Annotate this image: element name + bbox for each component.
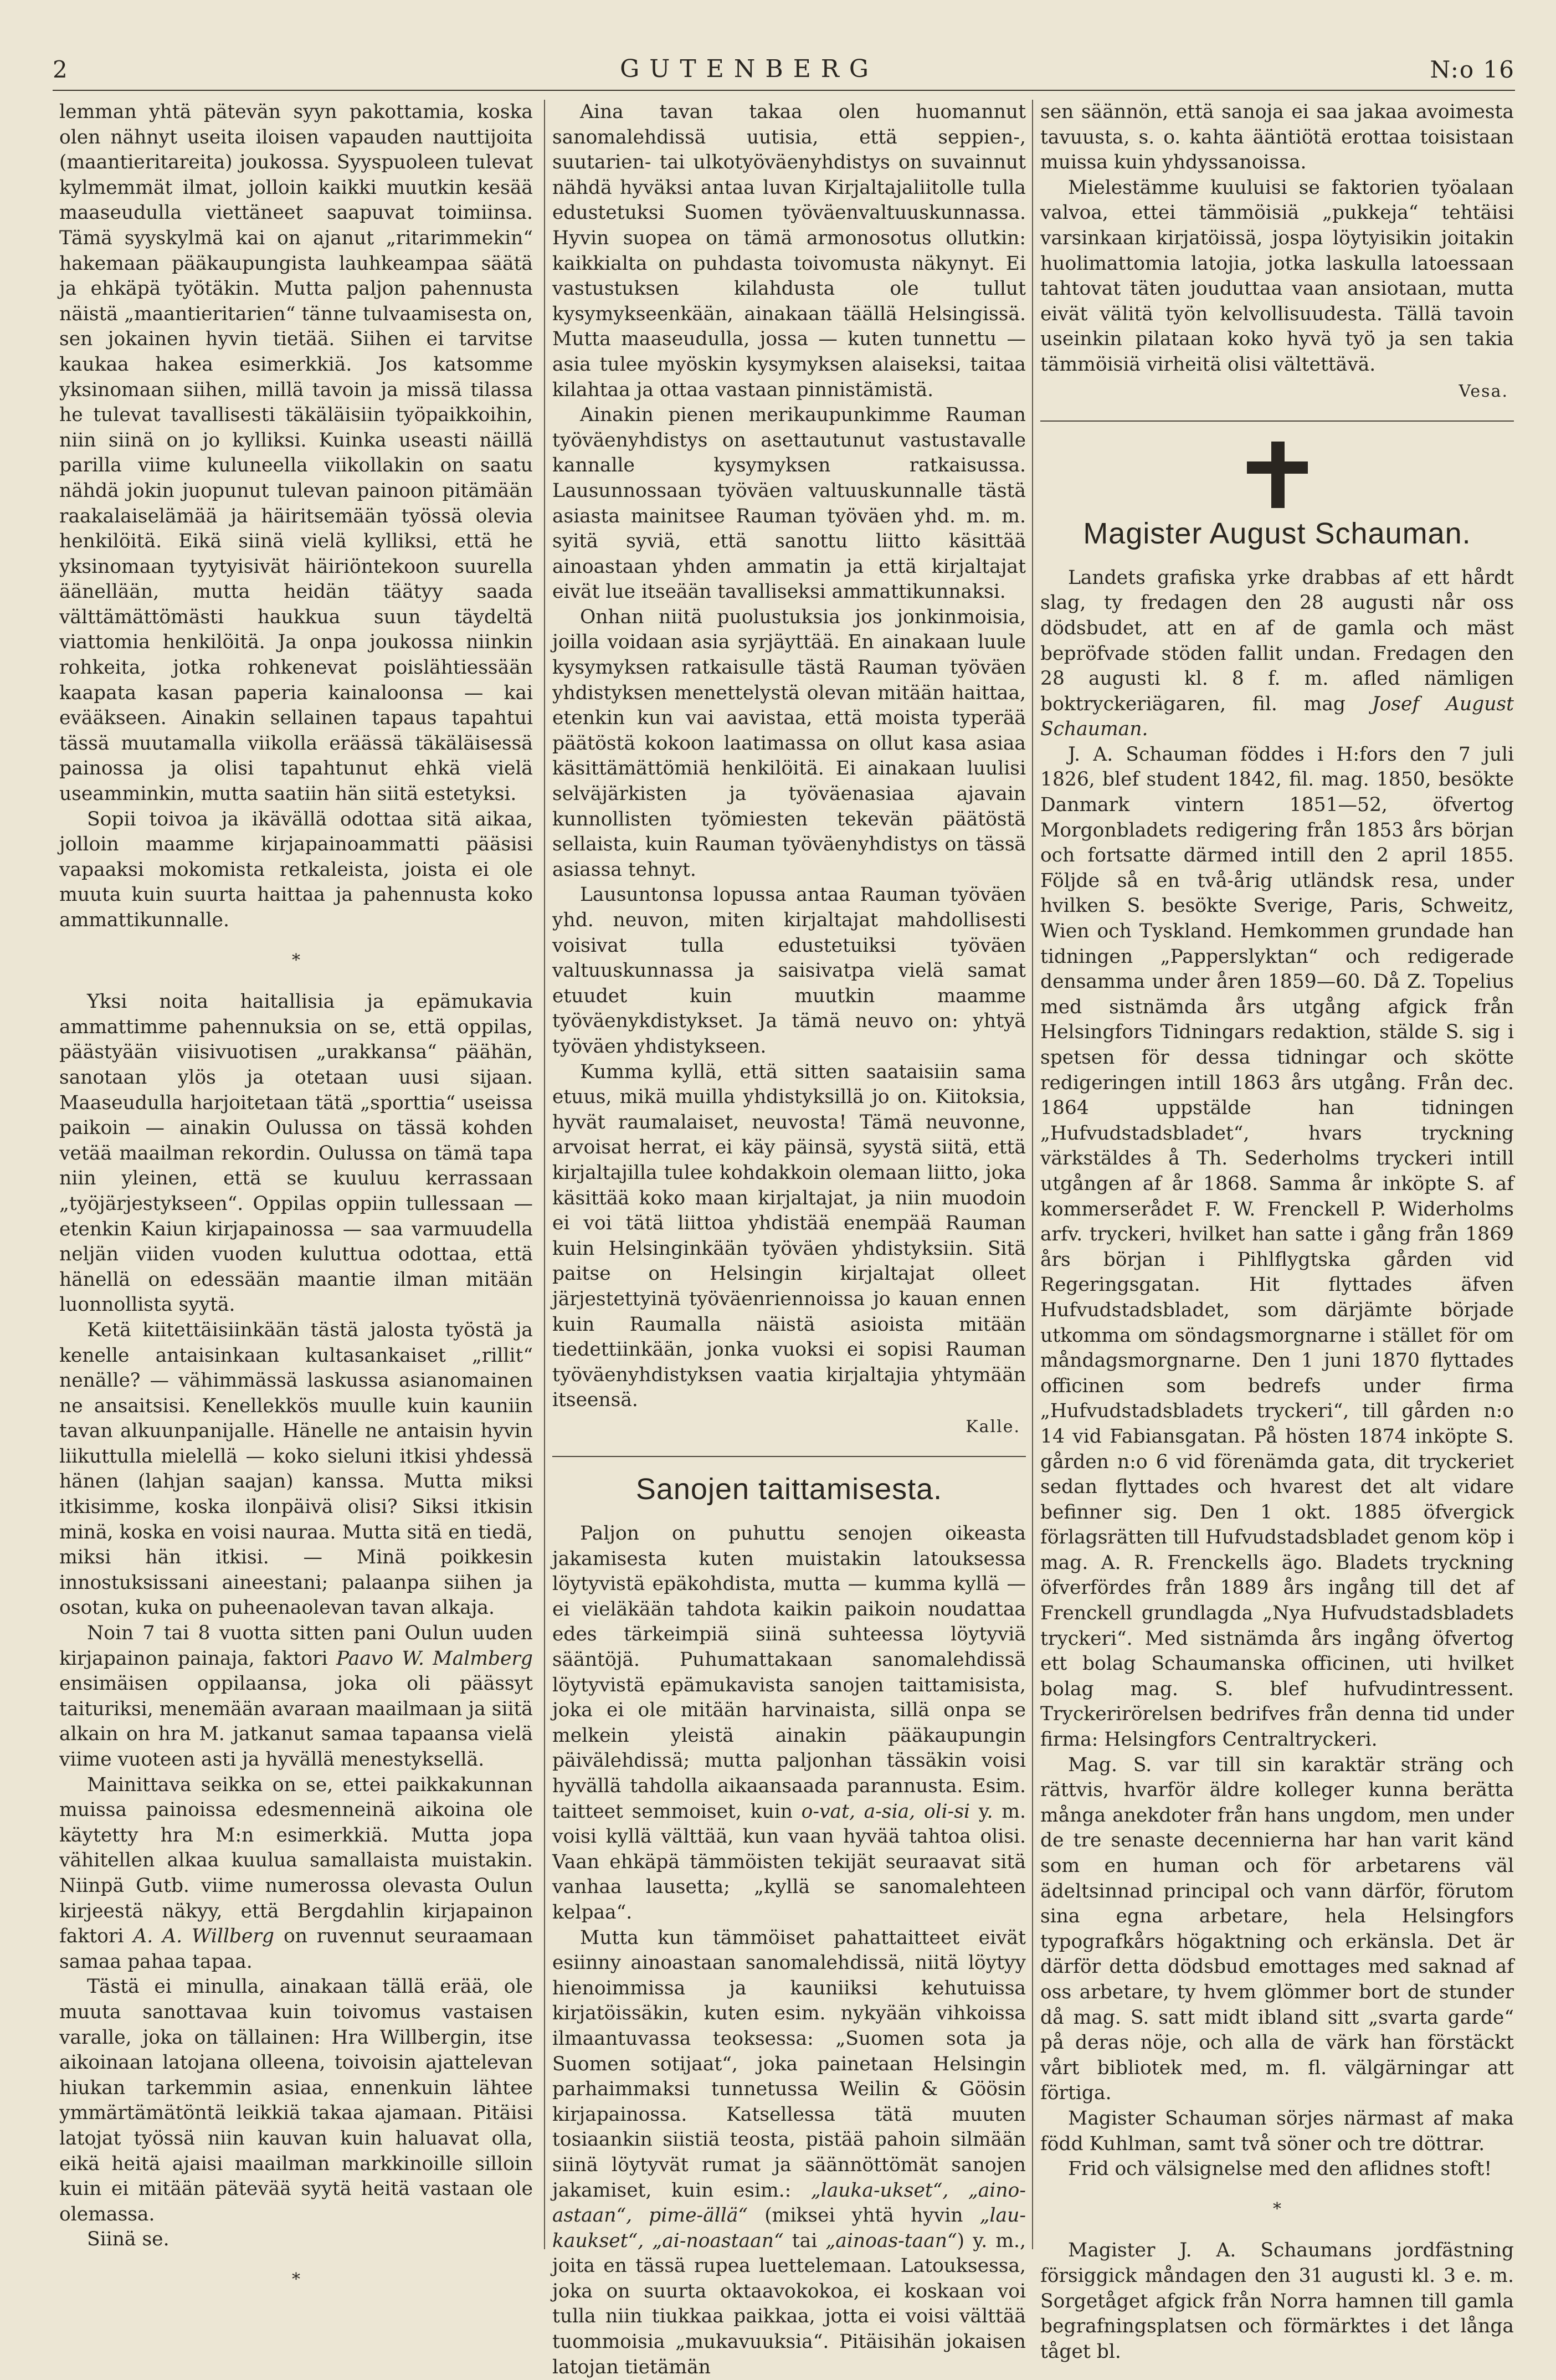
- column-2: [552, 100, 1026, 2380]
- obituary-heading: Magister August Schauman.: [1083, 517, 1471, 551]
- text-run: Mainittava seikka on se, ettei paikkakunnan muissa painoissa edesmenneinä aikoina ole käytetty hra M:n esimerkkiä. Mutta jopa vähitellen alkaa kuulua samallaista muistakin. Niinpä Gutb. viime numerossa olevasta Oulun kirjeestä näkyy, että Bergdahlin kirjapainon faktori: [59, 1773, 533, 1948]
- person-name: Josef August Schauman.: [1040, 693, 1514, 741]
- section-separator: *: [292, 2269, 300, 2289]
- example-words: „ainoas-taan“: [825, 2229, 957, 2252]
- newspaper-title: GUTENBERG: [620, 55, 879, 83]
- paragraph: [59, 1773, 533, 1975]
- paragraph: Magister Schauman sörjes närmast af maka född Kuhlman, samt två söner och tre döttrar.: [1040, 2107, 1514, 2155]
- person-name: A. A. Willberg: [133, 1925, 275, 1948]
- section-separator: *: [292, 950, 300, 970]
- article-divider: [552, 1456, 1026, 1457]
- text-run: Noin 7 tai 8 vuotta sitten pani Oulun uuden kirjapainon painaja, faktori: [59, 1622, 533, 1670]
- text-run: y. m. voisi kyllä välttää, kun vaan hyvää tahtoa olisi. Vaan ehkäpä tämmöisten tekijät seuraavat sitä vanhaa lausetta; „kyllä se sanomalehteen kelpaa“.: [552, 1800, 1026, 1924]
- paragraph: [552, 1926, 1026, 2380]
- paragraph: J. A. Schauman föddes i H:fors den 7 juli 1826, blef student 1842, fil. mag. 1850, besökte Danmark vintern 1851—52, öfvertog Morgonbladets redigering från 1853 års början och fortsatte därmed intill den 2 april 1855. Följde så en två-årig utländsk resa, under hvilken S. besökte Sverige, Paris, Schweitz, Wien och Tyskland. Hemkommen grundade han tidningen „Papperslyktan“ och redigerade densamma under åren 1859—60. Då Z. Topelius med sistnämda års utgång afgick från Helsingfors Tidningars redaktion, stälde S. sig i spetsen för dessa tidningar och skötte redigeringen intill 1863 års utgång. Från dec. 1864 uppstälde han tidningen „Hufvudstadsbladet“, hvars tryckning värkstäldes å Th. Sederholms tryckeri intill utgången af år 1868. Samma år inköpte S. af kommerserådet F. W. Frenckell P. Widerholms arfv. tryckeri, hvilket han satte i gång från 1869 års början i Pihlflygtska gården vid Regeringsgatan. Hit flyttades äfven Hufvudstadsbladet, som därjämte började utkomma om söndagsmorgnarne i stället för om måndagsmorgnarne. Den 1 juni 1870 flyttades officinen som bedrefs under firma „Hufvudstadsbladets tryckeri“, till gården n:o 14 vid Fabiansgatan. På hösten 1874 inköpte S. gården n:o 6 vid förenämda gata, dit tryckeriet sedan flyttades och hvarest det alt vidare befinner sig. Den 1 okt. 1885 öfvergick förlagsrätten till Hufvudstadsbladet genom köp i mag. A. R. Frenckells ägo. Bladets tryckning öfverfördes från 1889 års ingång till det af Frenckell grundlagda „Nya Hufvudstadsbladets tryckeri“. Med sistnämda års ingång öfvertog ett bolag Schaumanska officinen, uti hvilket bolag mag. S. blef hufvudintressent. Tryckerirörelsen bedrifves från denna tid under firma: Helsingfors Centraltryckeri.: [1040, 743, 1514, 1751]
- paragraph: Ketä kiitettäisiinkään tästä jalosta työstä ja kenelle antaisinkaan kultasankaiset „rillit“ nenälle? — vähimmässä laskussa asianomainen ne ansaitsisi. Kenellekkös muulle kuin kauniin tavan alkuunpanijalle. Hänelle ne antaisin hyvin liikuttulla mielellä — koko sieluni itkisi yhdessä hänen (lahjan saajan) kanssa. Mutta miksi itkisimme, koska ilonpäivä olisi? Siksi itkisin minä, koska en voisi nauraa. Mutta sitä en tiedä, miksi hän itkisi. — Minä poikkesin innostuksissani aineestani; palaanpa siihen ja osotan, kuka on puheenaolevan tavan alkaja.: [59, 1319, 533, 1619]
- text-run: Paljon on puhuttu senojen oikeasta jakamisesta kuten muistakin latouksessa löytyvistä epäkohdista, mutta — kumma kyllä — ei vieläkään tahdota kaikin paikoin noudattaa edes tärkeimpiä siinä suhteessa löytyviä sääntöjä. Puhumattakaan sanomalehdissä löytyvistä epämukavista sanojen taittamisista, joka ei ole mitään harvinaista, sillä onpa se melkein yleistä ainakin pääkaupungin päivälehdissä; mutta paljonhan tässäkin voisi hyvällä tahdolla aikaansaada parannusta. Esim. taitteet semmoiset, kuin: [552, 1522, 1026, 1823]
- paragraph: [1040, 566, 1514, 742]
- paragraph: Frid och välsignelse med den aflidnes stoft!: [1068, 2158, 1492, 2181]
- text-run: tai: [783, 2229, 826, 2252]
- paragraph: Aina tavan takaa olen huomannut sanomalehdissä uutisia, että seppien-, suutarien- tai ulkotyöväenyhdistys on suvainnut nähdä hyväksi antaa luvan Kirjaltajaliitolle tulla edustetuksi Suomen työväenvaltuuskunnassa. Hyvin suopea on tämä armonosotus ollutkin: kaikkialta on puhdasta toivomusta näkynyt. Ei vastustuksen kilahdusta ole tullut kysymykseenkään, ainakaan täällä Helsingissä. Mutta maaseudulla, jossa — kuten tunnettu — asia tulee myöskin kysymyksen alaiseksi, taitaa kilahtaa ja ottaa vastaan pinnistämistä.: [552, 101, 1026, 401]
- example-words: „lau-kaukset“, „ai-noastaan“: [552, 2204, 1026, 2252]
- article-heading: Sanojen taittamisesta.: [635, 1473, 943, 1506]
- column-1: [59, 100, 533, 2309]
- paragraph: Yksi noita haitallisia ja epämukavia ammattimme pahennuksia on se, että oppilas, päästyään viisivuotisen „urakkansa“ päähän, sanotaan ylös ja otetaan uusi sijaan. Maaseudulla harjoitetaan tätä „sporttia“ useissa paikoin — ainakin Oulussa on tässä kohden vetää maailman rekordin. Oulussa on tämä tapa niin yleinen, että se kuuluu kerrassaan „työjärjestykseen“. Oppilas oppiin tullessaan — etenkin Kaiun kirjapainossa — saa varmuudella neljän viiden vuoden kuluttua odottaa, että hänellä on edessään maantie ilman mitään luonnollista syytä.: [59, 991, 533, 1316]
- signoff: Siinä se.: [87, 2228, 170, 2251]
- paragraph: Mag. S. var till sin karaktär sträng och rättvis, hvarför äldre kolleger kunna berätta många anekdoter från hans ungdom, men under de tre senaste decennierna har han varit känd som en human och för arbetarens väl ädeltsinnad principal och vann därför, förutom sina egna arbetare, hela Helsingfors typografkårs högaktning och erkänsla. Det är därför detta dödsbud emottages med saknad af oss arbetare, ty hvem glömmer bort de stunder då mag. S. satt midt ibland sitt „svarta garde“ på deras nöje, och alla de värk han förstäckt vårt bibliotek med, m. fl. välgärningar att förtiga.: [1040, 1753, 1514, 2105]
- newspaper-page: [53, 44, 1515, 2378]
- article-divider: [1040, 420, 1514, 422]
- text-run: ensimäisen oppilaansa, joka oli päässyt taituriksi, menemään avaraan maailmaan ja siitä alkain on hra M. jatkanut samaa tapaansa vielä viime vuoteen asti ja hyvällä menestyksellä.: [59, 1673, 533, 1771]
- header-rule: [53, 90, 1515, 91]
- paragraph: [59, 1621, 533, 1773]
- page-header: [53, 44, 1515, 83]
- section-separator: *: [1273, 2199, 1281, 2219]
- text-run: Mutta kun tämmöiset pahattaitteet eivät esiinny ainoastaan sanomalehdissä, niitä löytyy hienoimmissa ja kauniiksi kehutuissa kirjatöissäkin, kuten esim. nykyään vihkoissa ilmaantuvassa teoksessa: „Suomen sota ja Suomen sotijaat“, joka painetaan Helsingin parhaimmaksi tunnetussa Weilin & Göösin kirjapainossa. Katsellessa tätä muuten tosiaankin siistiä teosta, pistää pahoin silmään siinä löytyvät rumat ja säännöttömät sanojen jakamiset, kuin esim.:: [552, 1926, 1026, 2202]
- author-signature: Vesa.: [1459, 381, 1508, 401]
- text-run: (miksei yhtä hyvin: [748, 2204, 980, 2227]
- paragraph: Sopii toivoa ja ikävällä odottaa sitä aikaa, jolloin maamme kirjapainoammatti pääsisi vapaaksi mokomista retkaleista, joista ei ole muuta kuin suurta haittaa ja pahennusta koko ammattikunnalle.: [59, 808, 533, 931]
- paragraph: Ainakin pienen merikaupunkimme Rauman työväenyhdistys on asettautunut vastustavalle kannalle kysymyksen ratkaisussa. Lausunnossaan työväen valtuuskunnalle tästä asiasta mainitsee Rauman työväen yhd. m. m. syitä syviä, että sanottu liitto käsittää ainoastaan yhden ammatin ja että kirjaltajat eivät lue itseään tavalliseksi ammattikunnaksi.: [552, 404, 1026, 603]
- paragraph: Magister J. A. Schaumans jordfästning försiggick måndagen den 31 augusti kl. 3 e. m. Sorgetåget afgick från Norra hamnen till gamla begrafningsplatsen och förmärktes i det långa tåget bl.: [1040, 2239, 1514, 2363]
- paragraph: Tästä ei minulla, ainakaan tällä erää, ole muuta sanottavaa kuin toivomus vastaisen varalle, joka on tällainen: Hra Willbergin, itse aikoinaan latojana olleena, toivoisin ajattelevan hiukan tarkemmin asiaa, ennenkuin lähtee ymmärtämätöntä leikkiä takaa ajamaan. Pitäisi latojat työssä niin kauvan kuin haluavat olla, eikä heitä ajaisi maailman markkinoille silloin kuin ei mitään pätevää syytä heitä vastaan ole olemassa.: [59, 1976, 533, 2225]
- page-number: 2: [53, 56, 69, 83]
- paragraph: Mielestämme kuuluisi se faktorien työalaan valvoa, ettei tämmöisiä „pukkeja“ tehtäisi varsinkaan kirjatöissä, jospa löytyisikin joitakin huolimattomia latojia, jotka laskulla latoessaan tahtovat täten jouduttaa vaan ansiotaan, mutta eivät välitä työn kelvollisuudesta. Tällä tavoin useinkin pilataan koko hyvä työ ja sen takia tämmöisiä virheitä olisi vältettävä.: [1040, 176, 1514, 376]
- issue-number: N:o 16: [1430, 56, 1515, 83]
- paragraph: Lausuntonsa lopussa antaa Rauman työväen yhd. neuvon, miten kirjaltajat mahdollisesti voisivat tulla edustetuiksi työväen valtuuskunnassa ja saisivatpa vielä samat etuudet kuin muutkin maamme työväenykdistykset. Ja tämä neuvo on: yhtyä työväen yhdistykseen.: [552, 884, 1026, 1058]
- column-3: [1040, 100, 1514, 2364]
- author-signature: Kalle.: [966, 1417, 1020, 1437]
- column-divider: [544, 100, 545, 2249]
- text-run: Landets grafiska yrke drabbas af ett hårdt slag, ty fredagen den 28 augusti når oss dödsbudet, att en af de gamla och mäst bepröfvade stöden fallit undan. Fredagen den 28 augusti kl. 8 f. m. afled nämligen boktryckeriägaren, fil. mag: [1040, 566, 1514, 715]
- example-words: o-vat, a-sia, oli-si: [801, 1800, 970, 1823]
- column-divider: [1032, 100, 1033, 2249]
- paragraph: Onhan niitä puolustuksia jos jonkinmoisia, joilla voidaan asia syrjäyttää. En ainakaan luule kysymyksen ratkaisulle tästä Rauman työväen yhdistyksen menettelystä olevan mitään haittaa, etenkin kun vai aavistaa, että moista typerää päätöstä kokoon laatimassa on ollut kasa asiaa käsittämättömiä henkilöitä. Ei ainakaan luulisi selväjärkisten ja työväenasiaa ajavain kunnollisten työmiesten tekevän päätöstä sellaista, kuin Rauman työväenyhdistys on tässä asiassa tehnyt.: [552, 606, 1026, 881]
- paragraph: sen säännön, että sanoja ei saa jakaa avoimesta tavuusta, s. o. kahta ääntiötä erottaa toisistaan muissa kuin yhdyssanoissa.: [1040, 101, 1514, 174]
- cross-icon: [1247, 442, 1308, 508]
- paragraph: Kumma kyllä, että sitten saataisiin sama etuus, mikä muilla yhdistyksillä jo on. Kiitoksia, hyvät raumalaiset, neuvosta! Tämä neuvonne, arvoisat herrat, ei käy päinsä, syystä siitä, että kirjaltajilla tulee kohdakkoin olemaan liitto, joka käsittää koko maan kirjaltajat, ja niin muodoin ei voi tätä liittoa yhdistää enempää Rauman kuin Helsinginkään työväen yhdistyksiin. Sitä paitse on Helsingin kirjaltajat olleet järjestettyinä työväenriennoissa jo kauan ennen kuin Raumalla näistä asioista mitään tiedettiinkään, jonka vuoksi ei sopisi Rauman työväenyhdistyksen vaatia kirjaltajia yhtymään itseensä.: [552, 1060, 1026, 1412]
- paragraph: [552, 1521, 1026, 1926]
- paragraph: lemman yhtä pätevän syyn pakottamia, koska olen nähnyt useita iloisen vapauden nauttijoita (maantieritareita) joukossa. Syyspuoleen tulevat kylmemmät ilmat, jolloin kaikki muutkin kesää maaseudulla viettäneet saapuvat toimiinsa. Tämä syyskylmä kai on ajanut „ritarimmekin“ hakemaan pääkaupungista lauhkeampaa säätä ja ehkäpä työtäkin. Mutta paljon pahennusta näistä „maantieritarien“ tänne tulvaamisesta on, sen jokainen hyvin tietää. Siihen ei tarvitse kaukaa hakea esimerkkiä. Jos katsomme yksinomaan siihen, millä tavoin ja missä tilassa he tulevat tavallisesti täkäläisiin työpaikkoihin, niin siinä on jo kylliksi. Kuinka useasti näillä parilla viime kuluneella viikollakin on saatu nähdä jokin juopunut tulevan painoon pitämään raakalaiselämää ja häiritsemään työssä olevia henkilöitä. Eikä siinä vielä kylliksi, että he yksinomaan tyytyisivät häiriöntekoon suurella äänellään, mutta heidän täätyy saada välttämättömästi haukkua suun täydeltä viattomia henkilöitä. Ja onpa joukossa niinkin rohkeita, jotka rohkenevat poislähtiessään kaapata kasan paperia kainaloonsa — kai evääkseen. Ainakin sellainen tapaus tapahtui tässä muutamalla viikolla eräässä täkäläisessä painossa ja olisi tapahtunut ehkä vielä useamminkin, mutta saatiin hän siitä estetyksi.: [59, 101, 533, 806]
- text-run: on ruvennut seuraamaan samaa pahaa tapaa.: [59, 1925, 533, 1973]
- example-words: „lauka-ukset“, „aino-astaan“, pime-ällä“: [552, 2179, 1026, 2227]
- person-name: Paavo W. Malmberg: [336, 1647, 533, 1670]
- text-run: ) y. m., joita en tässä rupea luettelemaan. Latouksessa, joka on suurta oktaavokokoa, ei koskaan voi tulla niin tiukkaa paikkaa, jotta ei voisi välttää tuommoisia „mukavuuksia“. Pitäisihän jokaisen latojan tietämän: [552, 2229, 1026, 2378]
